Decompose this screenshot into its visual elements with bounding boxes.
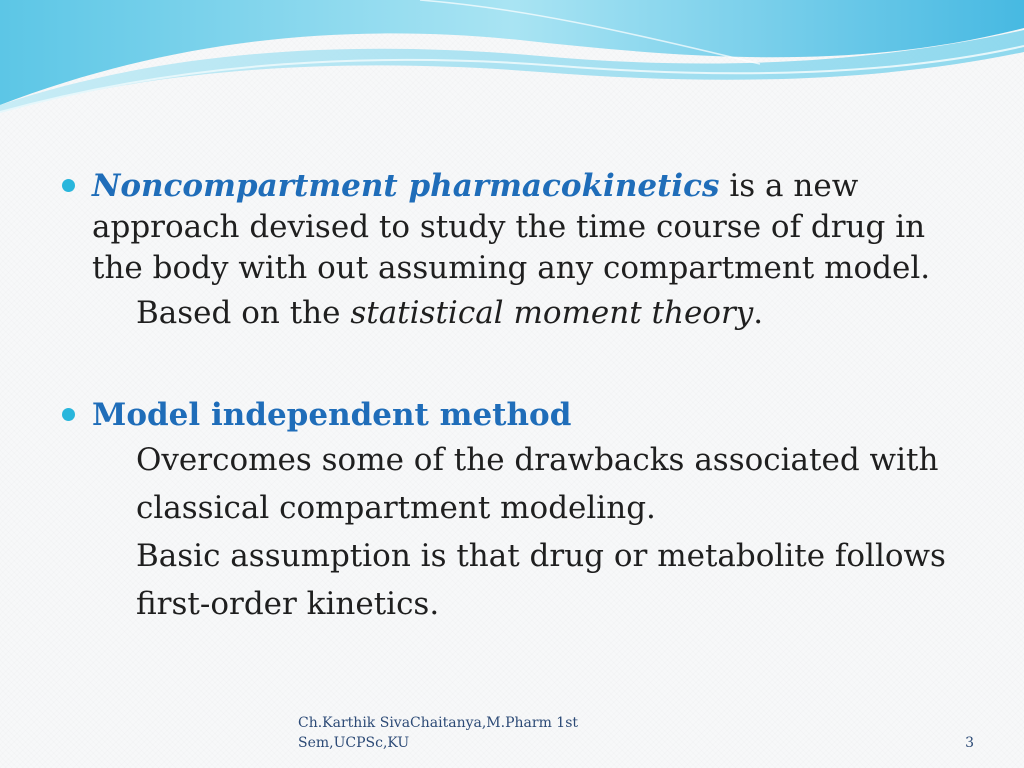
- bullet-noncompartment: [60, 166, 980, 337]
- footer-credit: Ch.Karthik SivaChaitanya,M.Pharm 1st Sem,UCPSc,KU: [298, 715, 579, 751]
- based-prefix: Based on the: [136, 295, 351, 331]
- body-line-3: Basic assumption is that drug or metabolite follows: [136, 538, 946, 574]
- bullet-model-independent: [60, 395, 980, 628]
- term-noncompartment: Noncompartment pharmacokinetics: [92, 168, 720, 204]
- bullet-marker: [62, 408, 75, 421]
- body-line-1: Overcomes some of the drawbacks associated with: [136, 442, 939, 478]
- based-suffix: .: [753, 295, 764, 331]
- bullet-paragraph: [92, 166, 980, 289]
- body-line-4: first-order kinetics.: [136, 586, 440, 622]
- page-number: 3: [965, 735, 974, 751]
- theory-name: statistical moment theory: [350, 295, 754, 331]
- heading-model-independent: Model independent method: [92, 397, 572, 433]
- spacer: [60, 337, 980, 395]
- body-line-2: classical compartment modeling.: [136, 490, 656, 526]
- bullet-marker: [62, 179, 75, 192]
- based-on-line: [92, 289, 980, 337]
- definition-text: is a new approach devised to study the time course of drug in the body with out assuming any compartment model.: [92, 168, 931, 286]
- slide-content: [60, 166, 980, 628]
- header-wave-decoration: [0, 0, 1024, 120]
